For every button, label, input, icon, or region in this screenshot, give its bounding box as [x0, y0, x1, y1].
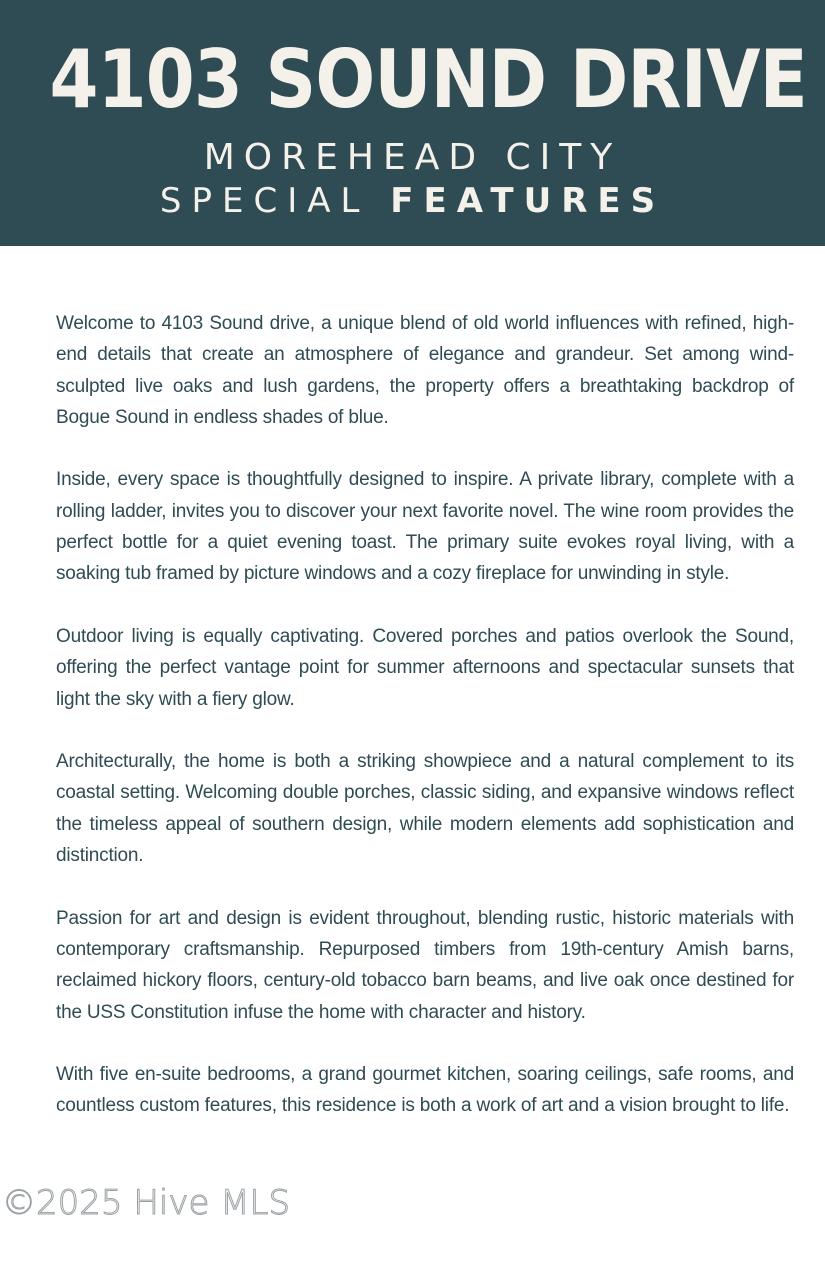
header-banner [0, 0, 825, 246]
city-subtitle: MOREHEAD CITY [203, 137, 622, 178]
paragraph-welcome: Welcome to 4103 Sound drive, a unique blend of old world influences with refined, high-end details that create an atmosphere of elegance and grandeur. Set among wind-sculpted live oaks and lush gardens, the property offers a breathtaking backdrop of Bogue Sound in endless shades of blue. [56, 313, 794, 428]
section-heading [0, 181, 825, 221]
mls-watermark: ©2025 Hive MLS [2, 1183, 291, 1223]
paragraph-architecture: Architecturally, the home is both a striking showpiece and a natural complement to its coastal setting. Welcoming double porches, classic siding, and expansive windows reflect the timeless appeal of southern design, while modern elements add sophistication and distinction. [56, 751, 794, 867]
paragraph-art-design: Passion for art and design is evident throughout, blending rustic, historic materials with contemporary craftsmanship. Repurposed timbers from 19th-century Amish barns, reclaimed hickory floors, century-old tobacco barn beams, and live oak once destined for the USS Constitution infuse the home with character and history. [56, 907, 794, 1023]
feature-description [56, 308, 794, 1153]
paragraph-bedrooms: With five en-suite bedrooms, a grand gourmet kitchen, soaring ceilings, safe rooms, and countless custom features, this residence is both a work of art and a vision brought to life. [56, 1064, 794, 1117]
section-heading-light: SPECIAL [159, 181, 370, 221]
paragraph-interior: Inside, every space is thoughtfully designed to inspire. A private library, complete with a rolling ladder, invites you to discover your next favorite novel. The wine room provides the perfect bottle for a quiet evening toast. The primary suite evokes royal living, with a soaking tub framed by picture windows and a cozy fireplace for unwinding in style. [56, 469, 794, 585]
paragraph-outdoor: Outdoor living is equally captivating. Covered porches and patios overlook the Sound, offering the perfect vantage point for summer afternoons and spectacular sunsets that light the sky with a fiery glow. [56, 625, 794, 710]
section-heading-bold: FEATURES [390, 181, 666, 221]
page-title: 4103 SOUND DRIVE [49, 33, 807, 126]
